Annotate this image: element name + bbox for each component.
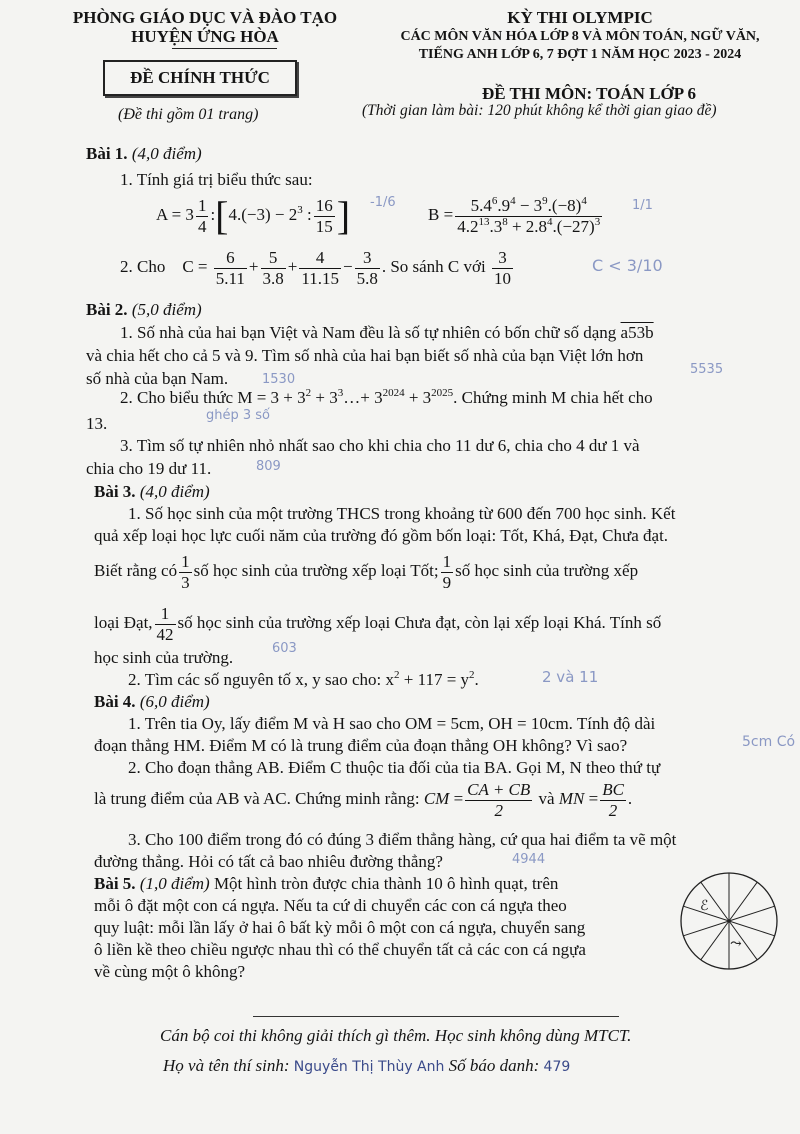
district-name: HUYỆN ỨNG HÒA — [131, 27, 279, 46]
bai3-line3: Biết rằng có $\frac{1}{3}$ số học sinh của trường xếp loại Tốt; $\frac{1}{9}$ số học sinh của trường xếp — [94, 551, 639, 592]
seahorse-mark: ℰ — [700, 899, 709, 914]
bai4-q3-line1: 3. Cho 100 điểm trong đó có đúng 3 điểm thẳng hàng, cứ qua hai điểm ta vẽ một — [128, 830, 677, 849]
bai3-line1: 1. Số học sinh của một trường THCS trong khoảng từ 600 đến 700 học sinh. Kết — [128, 504, 676, 523]
handwritten-ghep: ghép 3 số — [206, 408, 271, 423]
bai5-line3: quy luật: mỗi lần lấy ở hai ô bất kỳ mỗi ô một con cá ngựa, chuyển sang — [94, 918, 586, 937]
exam-scope-line2: TIẾNG ANH LỚP 6, 7 ĐỢT 1 NĂM HỌC 2023 - 2024 — [418, 47, 742, 62]
sector-circle-diagram — [676, 868, 782, 974]
bai2-q1-line2: và chia hết cho cả 5 và 9. Tìm số nhà của hai bạn biết số nhà của bạn Việt lớn hơn — [86, 346, 644, 365]
bai4-q1-line2: đoạn thẳng HM. Điểm M có là trung điểm của đoạn thẳng OH không? Vì sao? — [94, 736, 628, 755]
bai5-line1: Bài 5. (1,0 điểm) Một hình tròn được chia thành 10 ô hình quạt, trên — [94, 874, 559, 893]
bai1-heading: Bài 1. (4,0 điểm) — [86, 144, 202, 163]
bai5-line4: ô liền kề theo chiều ngược nhau thì có thể chuyển tất cả các con cá ngựa — [94, 940, 586, 959]
bai3-heading: Bài 3. (4,0 điểm) — [94, 482, 210, 501]
footer-note: Cán bộ coi thi không giải thích gì thêm. Học sinh không dùng MTCT. — [160, 1026, 632, 1045]
handwritten-answer-b: 1/1 — [632, 198, 653, 213]
bai1-q1: 1. Tính giá trị biểu thức sau: — [120, 170, 313, 189]
header-underline — [172, 48, 277, 49]
bai3-line4: loại Đạt, $\frac{1}{42}$ số học sinh của trường xếp loại Chưa đạt, còn lại xếp loại Khá. Tính số — [94, 603, 662, 644]
bai1-q2: 2. Cho C = $\frac{6}{5.11}$ + $\frac{5}{3.8}$ + $\frac{4}{11.15}$ − $\frac{3}{5.8}$ . So sánh C với $\frac{3}{10}$ — [120, 247, 511, 288]
bai4-q2-line2: là trung điểm của AB và AC. Chứng minh rằng: CM = $\frac{CA + CB}{2}$ và MN = $\frac{BC}{2}$ . — [94, 779, 633, 820]
bai2-q1-line1: 1. Số nhà của hai bạn Việt và Nam đều là số tự nhiên có bốn chữ số dạng a53b — [120, 323, 654, 342]
bai2-q3-line1: 3. Tìm số tự nhiên nhỏ nhất sao cho khi chia cho 11 dư 6, chia cho 4 dư 1 và — [120, 436, 640, 455]
bai2-heading: Bài 2. (5,0 điểm) — [86, 300, 202, 319]
subject-title: ĐỀ THI MÔN: TOÁN LỚP 6 — [482, 84, 696, 103]
handwritten-xy: 2 và 11 — [542, 668, 599, 686]
expression-a: A = 3 $\frac{1}{4}$ :[4.(−3) − $2^3$ : $\frac{16}{15}$ ] — [156, 193, 351, 239]
bai2-q2-line2: 13. — [86, 414, 108, 433]
bai2-q3-line2: chia cho 19 dư 11. — [86, 459, 212, 478]
footer-divider — [253, 1016, 619, 1017]
candidate-info: Họ và tên thí sinh: Nguyễn Thị Thùy Anh Số báo danh: 479 — [163, 1056, 571, 1075]
handwritten-answer-a: -1/6 — [370, 195, 396, 210]
handwritten-809: 809 — [256, 459, 281, 474]
pages-note: (Đề thi gồm 01 trang) — [118, 106, 259, 123]
bai4-heading: Bài 4. (6,0 điểm) — [94, 692, 210, 711]
department-name: PHÒNG GIÁO DỤC VÀ ĐÀO TẠO — [72, 8, 338, 27]
candidate-name: Nguyễn Thị Thùy Anh — [293, 1059, 445, 1075]
time-note: (Thời gian làm bài: 120 phút không kể thời gian giao đề) — [362, 102, 717, 119]
bai2-q1-line3: số nhà của bạn Nam. — [86, 369, 229, 388]
handwritten-lines: 4944 — [512, 852, 546, 867]
bai2-q2-line1: 2. Cho biểu thức $M = 3 + 3^2$ + $3^3\dots+ 3^{2024} + 3^{2025}$. Chứng minh M chia hết cho — [120, 387, 653, 407]
bai4-q1-line1: 1. Trên tia Oy, lấy điểm M và H sao cho OM = 5cm, OH = 10cm. Tính độ dài — [128, 714, 656, 733]
bai3-line5: học sinh của trường. — [94, 648, 234, 667]
handwritten-5cm: 5cm Có — [742, 734, 796, 750]
bai4-q3-line2: đường thẳng. Hỏi có tất cả bao nhiêu đường thẳng? — [94, 852, 443, 871]
bai3-line2: quả xếp loại học lực cuối năm của trường đó gồm bốn loại: Tốt, Khá, Đạt, Chưa đạt. — [94, 526, 669, 545]
handwritten-1530: 1530 — [262, 372, 296, 387]
bai5-line5: về cùng một ô không? — [94, 962, 246, 981]
arrow-mark: ⤳ — [730, 937, 742, 952]
handwritten-603: 603 — [272, 641, 297, 656]
bai5-line2: mỗi ô đặt một con cá ngựa. Nếu ta cứ di chuyển các con cá ngựa theo — [94, 896, 567, 915]
official-stamp: ĐỀ CHÍNH THỨC — [103, 60, 297, 96]
exam-scope-line1: CÁC MÔN VĂN HÓA LỚP 8 VÀ MÔN TOÁN, NGỮ VĂN, — [400, 29, 760, 44]
bai3-q2: 2. Tìm các số nguyên tố x, y sao cho: $x^2 + 117 = y^2$. — [128, 669, 479, 689]
expression-b: B = $\frac{5.4^6.9^4 - 3^9.(-8)^4}{4.2^{13}.3^8 + 2.8^4.(-27)^3}$ — [428, 194, 601, 236]
handwritten-compare: C < 3/10 — [592, 256, 663, 275]
exam-title: KỲ THI OLYMPIC — [507, 8, 653, 27]
bai4-q2-line1: 2. Cho đoạn thẳng AB. Điểm C thuộc tia đối của tia BA. Gọi M, N theo thứ tự — [128, 758, 661, 777]
candidate-number: 479 — [543, 1059, 571, 1075]
handwritten-5535: 5535 — [690, 362, 724, 377]
